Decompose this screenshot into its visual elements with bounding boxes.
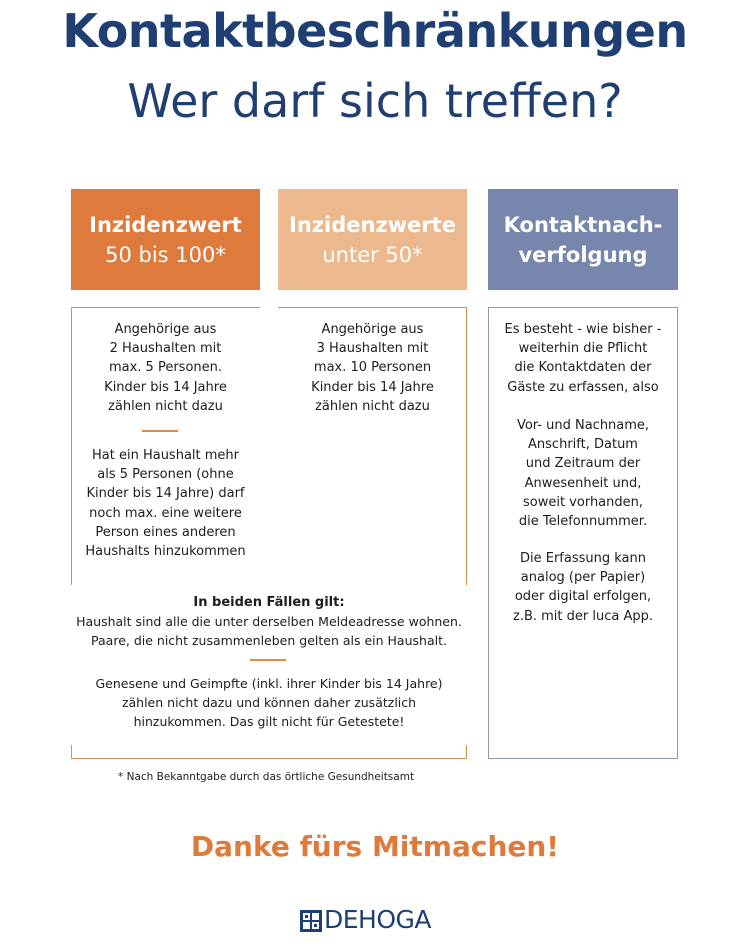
- page-title: Kontaktbeschränkungen: [62, 4, 688, 58]
- text-line: zählen nicht dazu und können daher zusätzlich: [121, 695, 417, 711]
- column-header-line2: verfolgung: [518, 242, 648, 267]
- column-header-line1: Kontaktnach-: [503, 212, 663, 237]
- text-line: Kinder bis 14 Jahre: [311, 379, 434, 395]
- text-line: Gäste zu erfassen, also: [507, 379, 659, 395]
- text-line: z.B. mit der luca App.: [513, 608, 653, 624]
- text-line: Haushalt sind alle die unter derselben Meldeadresse wohnen.: [76, 614, 462, 630]
- text-line: Kinder bis 14 Jahre) darf: [86, 486, 245, 502]
- text-line: Angehörige aus: [321, 322, 424, 337]
- thanks-message: Danke fürs Mitmachen!: [190, 830, 560, 863]
- text-line: Vor- und Nachname,: [516, 418, 650, 433]
- text-line: analog (per Papier): [520, 570, 646, 586]
- text-line: als 5 Personen (ohne: [97, 467, 234, 483]
- text-line: hinzukommen. Das gilt nicht für Getestete!: [133, 714, 405, 730]
- text-line: die Telefonnummer.: [518, 514, 648, 530]
- text-line: max. 10 Personen: [313, 360, 432, 376]
- text-line: zählen nicht dazu: [315, 398, 430, 414]
- text-line: Haushalts hinzukommen: [85, 544, 246, 560]
- dehoga-logo-text: DEHOGA: [324, 905, 431, 934]
- column-header-line2: unter 50*: [322, 242, 423, 267]
- text-line: Anwesenheit und,: [524, 475, 642, 491]
- shared-heading: In beiden Fällen gilt:: [193, 595, 345, 610]
- shared-section: [73, 593, 465, 651]
- column-header-line1: Inzidenzwert: [89, 212, 242, 237]
- footnote: * Nach Bekanntgabe durch das örtliche Gesundheitsamt: [118, 771, 415, 783]
- column-header-contact-tracing: [488, 189, 678, 290]
- text-line: 3 Haushalten mit: [316, 341, 429, 357]
- column-header-incidence-under-50: [278, 189, 467, 290]
- dehoga-logo-icon: [300, 910, 322, 932]
- text-line: Person eines anderen: [95, 524, 236, 540]
- text-line: Paare, die nicht zusammenleben gelten als ein Haushalt.: [91, 633, 447, 649]
- text-line: Kinder bis 14 Jahre: [104, 379, 227, 395]
- col3-block3: [490, 549, 676, 626]
- column-header-incidence-50-100: [71, 189, 260, 290]
- column-header-line1: Inzidenzwerte: [289, 212, 456, 237]
- separator-line: [250, 659, 286, 661]
- text-line: die Kontaktdaten der: [514, 360, 652, 376]
- text-line: max. 5 Personen.: [108, 360, 223, 376]
- text-line: noch max. eine weitere: [89, 505, 242, 521]
- col3-block2: [490, 416, 676, 531]
- text-line: oder digital erfolgen,: [514, 589, 652, 605]
- text-line: Es besteht - wie bisher -: [504, 322, 662, 337]
- text-line: Die Erfassung kann: [519, 551, 646, 566]
- text-line: zählen nicht dazu: [108, 398, 223, 414]
- text-line: und Zeitraum der: [525, 456, 641, 472]
- text-line: Anschrift, Datum: [528, 437, 638, 453]
- text-line: Hat ein Haushalt mehr: [92, 448, 239, 463]
- column-header-line2: 50 bis 100*: [105, 242, 226, 267]
- separator-line: [142, 430, 178, 432]
- text-line: weiterhin die Pflicht: [518, 341, 648, 357]
- text-line: Angehörige aus: [114, 322, 217, 337]
- col1-block2: [73, 446, 258, 561]
- col3-block1: [490, 320, 676, 397]
- page-subtitle: Wer darf sich treffen?: [127, 74, 623, 128]
- text-line: Genesene und Geimpfte (inkl. ihrer Kinder bis 14 Jahre): [95, 676, 443, 691]
- col1-block1: [73, 320, 258, 416]
- shared-section-2: [73, 674, 465, 732]
- text-line: soweit vorhanden,: [522, 494, 644, 510]
- col2-block1: [280, 320, 465, 416]
- text-line: 2 Haushalten mit: [109, 341, 222, 357]
